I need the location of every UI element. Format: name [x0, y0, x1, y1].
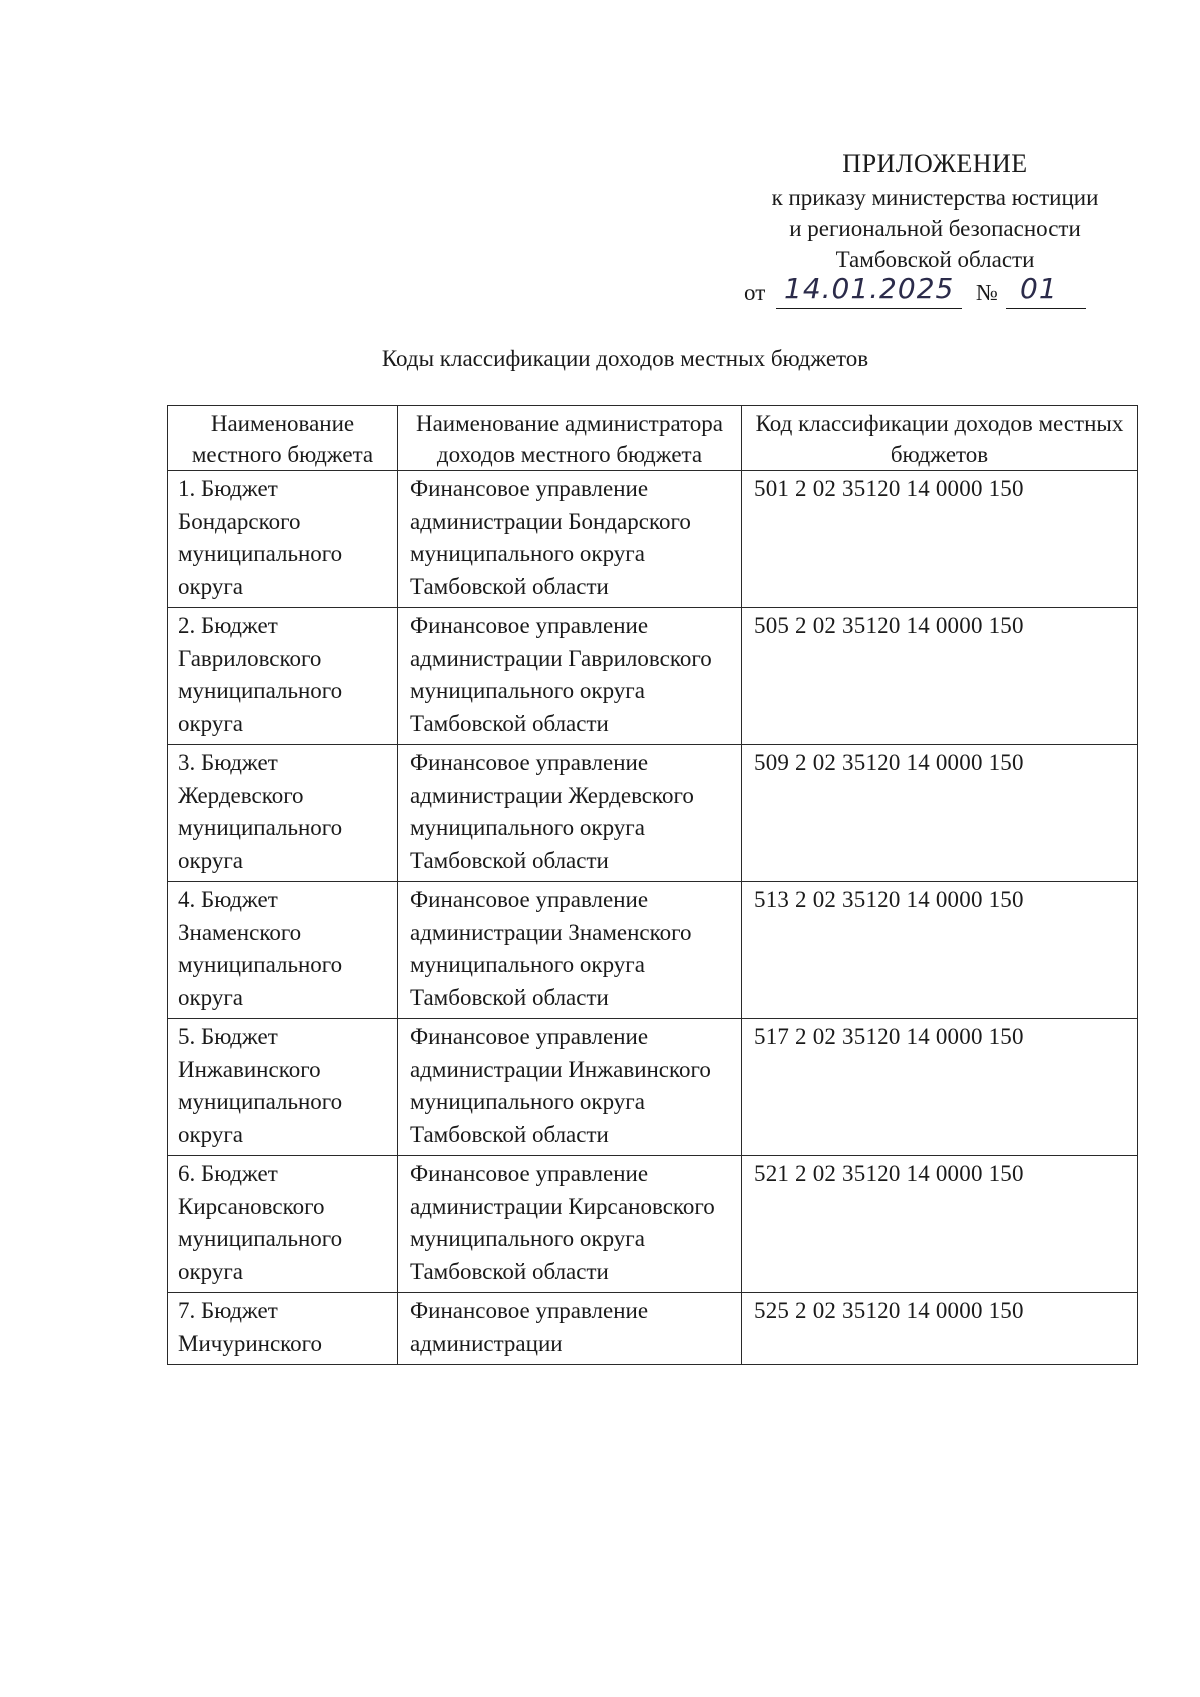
- cell-budget: 3. Бюджет Жердевского муниципального округа: [168, 745, 398, 882]
- table-row: [168, 745, 1138, 882]
- document-title: Коды классификации доходов местных бюджетов: [381, 346, 869, 371]
- table-row: [168, 471, 1138, 608]
- appendix-heading: ПРИЛОЖЕНИЕ: [842, 149, 1028, 178]
- cell-administrator: Финансовое управление администрации Инжавинского муниципального округа Тамбовской области: [398, 1019, 742, 1156]
- cell-budget: 7. Бюджет Мичуринского: [168, 1293, 398, 1365]
- cell-administrator: Финансовое управление администрации Жердевского муниципального округа Тамбовской области: [398, 745, 742, 882]
- appendix-line-2: и региональной безопасности: [789, 216, 1081, 241]
- cell-budget: 2. Бюджет Гавриловского муниципального округа: [168, 608, 398, 745]
- order-date-number-row: [744, 272, 1124, 308]
- table-row: [168, 608, 1138, 745]
- table-header-row: [168, 406, 1138, 471]
- cell-budget: 5. Бюджет Инжавинского муниципального округа: [168, 1019, 398, 1156]
- cell-code: 517 2 02 35120 14 0000 150: [742, 1019, 1138, 1156]
- cell-code: 521 2 02 35120 14 0000 150: [742, 1156, 1138, 1293]
- cell-code: 505 2 02 35120 14 0000 150: [742, 608, 1138, 745]
- header-classification-code: Код классификации доходов местных бюджетов: [742, 406, 1138, 471]
- handwritten-number: 01: [1020, 272, 1058, 305]
- table-row: [168, 882, 1138, 1019]
- table-row: [168, 1293, 1138, 1365]
- cell-administrator: Финансовое управление администрации Кирсановского муниципального округа Тамбовской области: [398, 1156, 742, 1293]
- table-row: [168, 1019, 1138, 1156]
- cell-code: 525 2 02 35120 14 0000 150: [742, 1293, 1138, 1365]
- appendix-block: [720, 146, 1150, 275]
- cell-budget: 4. Бюджет Знаменского муниципального округа: [168, 882, 398, 1019]
- header-budget-name: Наименование местного бюджета: [168, 406, 398, 471]
- cell-administrator: Финансовое управление администрации Бондарского муниципального округа Тамбовской области: [398, 471, 742, 608]
- cell-code: 509 2 02 35120 14 0000 150: [742, 745, 1138, 882]
- table-row: [168, 1156, 1138, 1293]
- handwritten-date: 14.01.2025: [784, 272, 955, 305]
- appendix-line-3: Тамбовской области: [835, 247, 1035, 272]
- cell-administrator: Финансовое управление администрации Знаменского муниципального округа Тамбовской области: [398, 882, 742, 1019]
- classification-codes-table: [167, 405, 1138, 1365]
- cell-budget: 6. Бюджет Кирсановского муниципального округа: [168, 1156, 398, 1293]
- number-prefix: №: [976, 280, 998, 305]
- cell-administrator: Финансовое управление администрации Гавриловского муниципального округа Тамбовской области: [398, 608, 742, 745]
- cell-administrator: Финансовое управление администрации: [398, 1293, 742, 1365]
- number-underline: [1006, 308, 1086, 309]
- cell-code: 513 2 02 35120 14 0000 150: [742, 882, 1138, 1019]
- cell-budget: 1. Бюджет Бондарского муниципального округа: [168, 471, 398, 608]
- date-prefix: от: [744, 280, 766, 305]
- date-underline: [776, 308, 962, 309]
- cell-code: 501 2 02 35120 14 0000 150: [742, 471, 1138, 608]
- header-administrator-name: Наименование администратора доходов местного бюджета: [398, 406, 742, 471]
- appendix-line-1: к приказу министерства юстиции: [771, 185, 1099, 210]
